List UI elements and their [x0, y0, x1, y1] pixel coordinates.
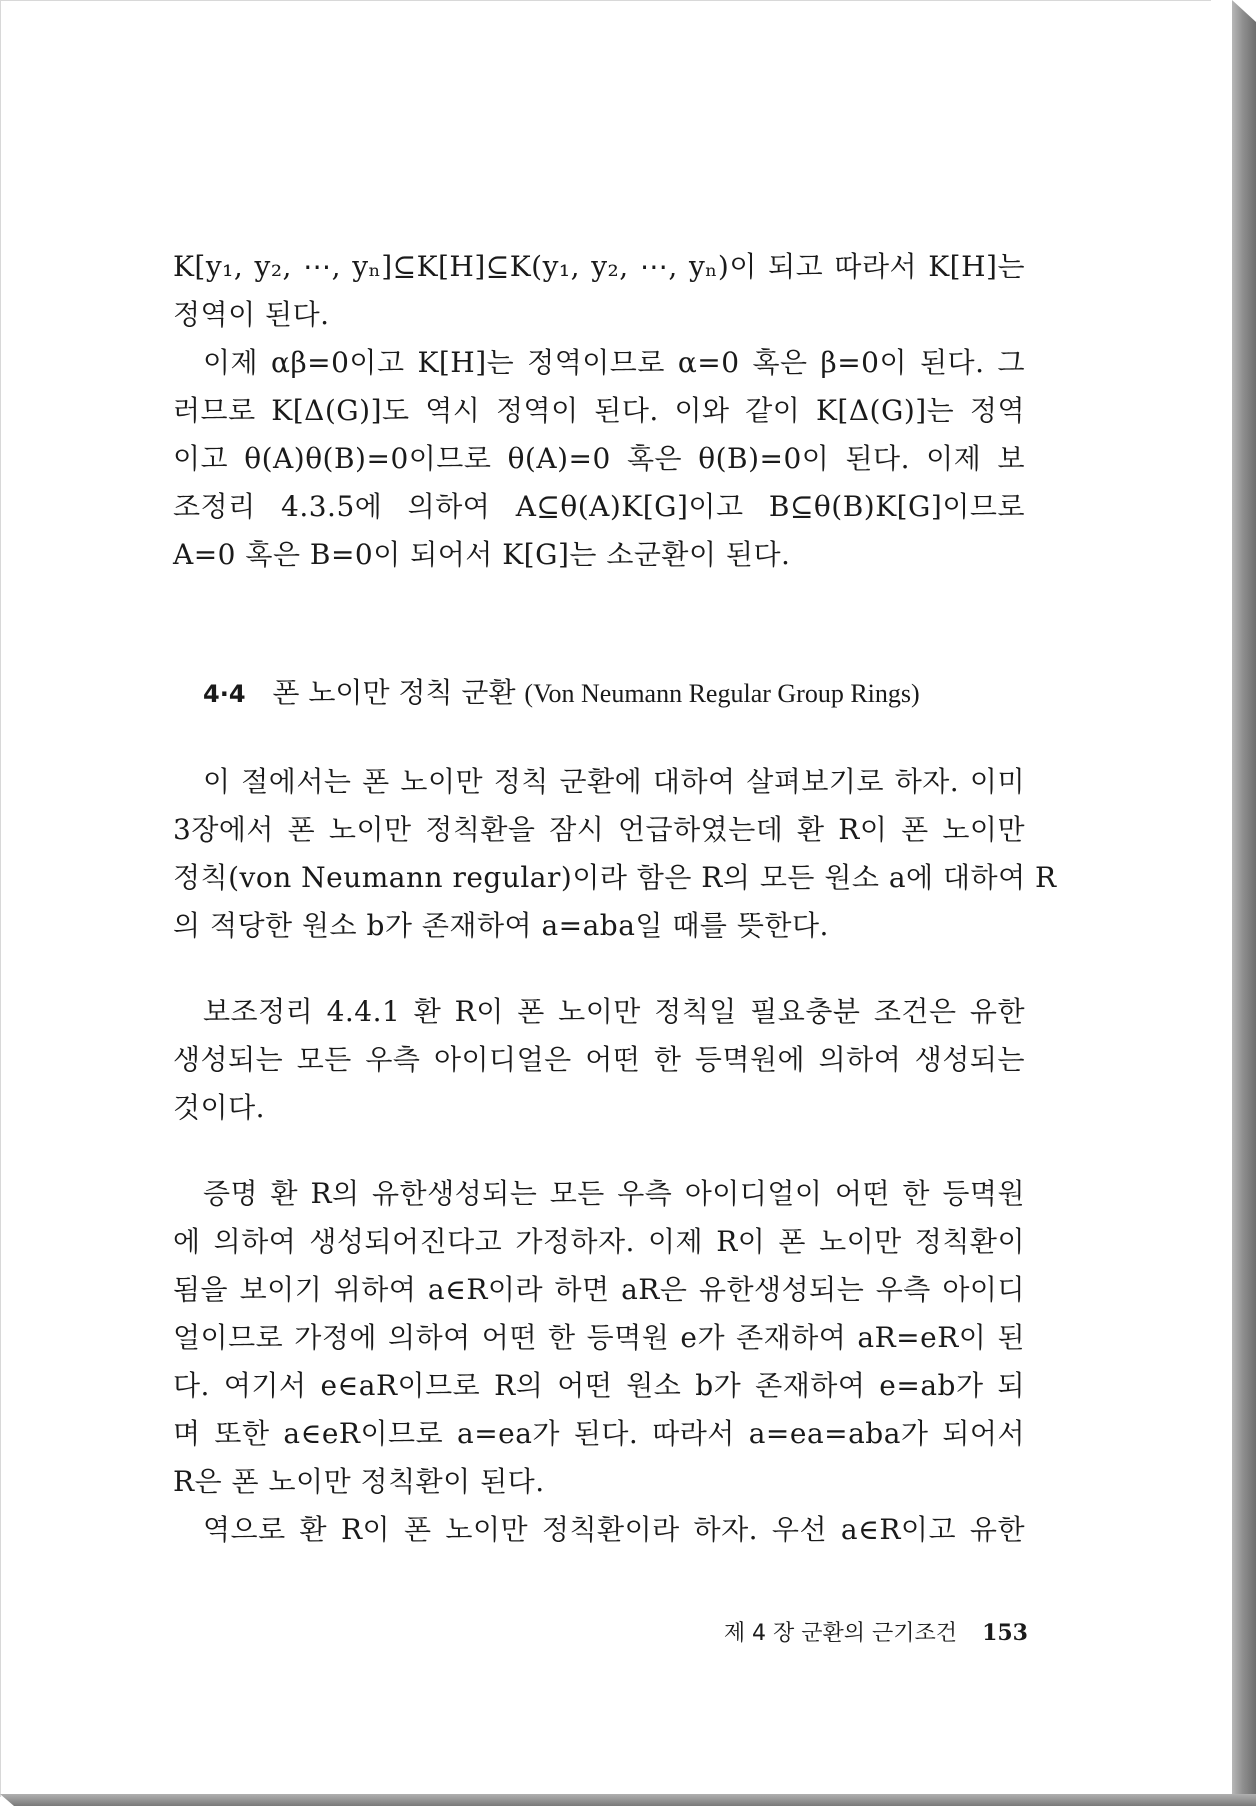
- page-edge-right: [1232, 0, 1256, 1806]
- section-heading: [173, 669, 1025, 718]
- text-line: 며 또한 a∈eR이므로 a=ea가 된다. 따라서 a=ea=aba가 되어서: [173, 1417, 1025, 1450]
- text-line: 이 절에서는 폰 노이만 정칙 군환에 대하여 살펴보기로 하자. 이미: [203, 765, 1025, 798]
- text-line: K[y₁, y₂, ⋯, yₙ]⊆K[H]⊆K(y₁, y₂, ⋯, yₙ)이 되고 따라서 K[H]는: [173, 250, 1025, 283]
- text-line: 정역이 된다.: [173, 298, 330, 331]
- text-line: 러므로 K[Δ(G)]도 역시 정역이 된다. 이와 같이 K[Δ(G)]는 정역: [173, 394, 1025, 427]
- paragraph-introduction: [173, 758, 1057, 950]
- text-line: 얼이므로 가정에 의하여 어떤 한 등멱원 e가 존재하여 aR=eR이 된: [173, 1321, 1025, 1354]
- text-line: A=0 혹은 B=0이 되어서 K[G]는 소군환이 된다.: [173, 538, 791, 571]
- text-line: 의 적당한 원소 b가 존재하여 a=aba일 때를 뜻한다.: [173, 909, 829, 942]
- chapter-title: 제 4 장 군환의 근기조건: [723, 1621, 958, 1646]
- page-edge-bottom: [0, 1794, 1256, 1806]
- paragraph-continuation: [173, 243, 1025, 339]
- text-line: 이제 αβ=0이고 K[H]는 정역이므로 α=0 혹은 β=0이 된다. 그: [203, 346, 1025, 379]
- text-line: 증명 환 R의 유한생성되는 모든 우측 아이디얼이 어떤 한 등멱원: [203, 1177, 1025, 1210]
- text-line: R은 폰 노이만 정칙환이 된다.: [173, 1465, 545, 1498]
- text-line: 것이다.: [173, 1091, 266, 1124]
- text-line: 정칙(von Neumann regular)이라 함은 R의 모든 원소 a에 대하여 R: [173, 861, 1057, 894]
- text-line: 보조정리 4.4.1 환 R이 폰 노이만 정칙일 필요충분 조건은 유한: [203, 995, 1025, 1028]
- text-line: 다. 여기서 e∈aR이므로 R의 어떤 원소 b가 존재하여 e=ab가 되: [173, 1369, 1025, 1402]
- section-title-korean: 폰 노이만 정칙 군환: [272, 676, 516, 709]
- running-footer: [630, 1616, 1028, 1647]
- text-line: 생성되는 모든 우측 아이디얼은 어떤 한 등멱원에 의하여 생성되는: [173, 1043, 1025, 1076]
- page-content: [173, 243, 1057, 1554]
- text-line: 3장에서 폰 노이만 정칙환을 잠시 언급하였는데 환 R이 폰 노이만: [173, 813, 1025, 846]
- section-number: 4·4: [203, 680, 246, 708]
- paragraph-domain-argument: [173, 339, 1025, 579]
- text-line: 조정리 4.3.5에 의하여 A⊆θ(A)K[G]이고 B⊆θ(B)K[G]이므로: [173, 490, 1025, 523]
- text-line: 역으로 환 R이 폰 노이만 정칙환이라 하자. 우선 a∈R이고 유한: [203, 1513, 1025, 1546]
- lemma-statement: [173, 988, 1025, 1132]
- page-number: 153: [982, 1620, 1028, 1646]
- section-title-english: (Von Neumann Regular Group Rings): [524, 679, 920, 708]
- converse-paragraph: [173, 1506, 1025, 1554]
- proof-paragraph: [173, 1170, 1025, 1506]
- text-line: 됨을 보이기 위하여 a∈R이라 하면 aR은 유한생성되는 우측 아이디: [173, 1273, 1025, 1306]
- text-line: 에 의하여 생성되어진다고 가정하자. 이제 R이 폰 노이만 정칙환이: [173, 1225, 1025, 1258]
- text-line: 이고 θ(A)θ(B)=0이므로 θ(A)=0 혹은 θ(B)=0이 된다. 이제 보: [173, 442, 1025, 475]
